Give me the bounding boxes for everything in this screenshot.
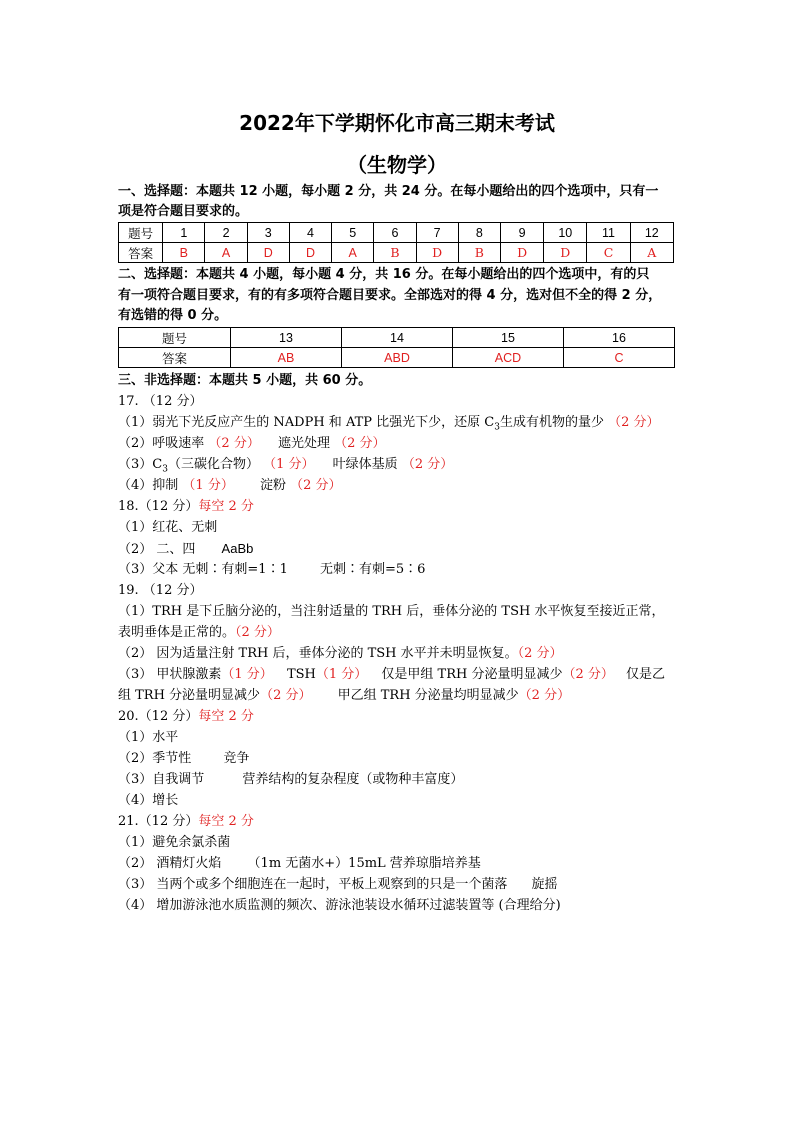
q19-line3-text: （3） 甲状腺激素 xyxy=(118,667,222,682)
answer-cell: D xyxy=(289,243,331,263)
answer-cell: D xyxy=(247,243,289,263)
q17-line4-b: 淀粉 xyxy=(259,478,286,493)
q19-line4 xyxy=(118,686,678,706)
score-note: 每空 2 分 xyxy=(198,499,254,514)
q19-line1b-text: 表明垂体是正常的。 xyxy=(118,625,236,640)
answer-cell: B xyxy=(163,243,205,263)
table-row xyxy=(119,223,674,243)
score-note: 每空 2 分 xyxy=(198,814,254,829)
question-number: 3 xyxy=(247,223,289,243)
q19-line3 xyxy=(118,665,678,685)
q19-line2-text: （2） 因为适量注射 TRH 后，垂体分泌的 TSH 水平并未明显恢复。 xyxy=(118,646,518,661)
answer-cell: ACD xyxy=(453,348,564,368)
score-label: （2 分） xyxy=(290,478,342,493)
page-title: 2022年下学期怀化市高三期末考试 xyxy=(239,111,555,135)
answer-cell: D xyxy=(416,243,458,263)
question-number: 8 xyxy=(458,223,500,243)
answer-cell: ABD xyxy=(342,348,453,368)
q21-line3-text: （3） 当两个或多个细胞连在一起时，平板上观察到的只是一个菌落 xyxy=(118,877,508,892)
score-label: （2 分） xyxy=(517,646,563,661)
q18-line3-b: 无刺∶有刺=5∶6 xyxy=(319,562,426,577)
q18-line1: （1）红花、无刺 xyxy=(118,520,218,535)
q17-line4 xyxy=(118,476,678,496)
score-label: （2 分） xyxy=(562,667,614,682)
answer-cell: AB xyxy=(231,348,342,368)
score-label: （2 分） xyxy=(401,457,454,472)
score-label: （1 分） xyxy=(182,478,234,493)
answer-cell: C xyxy=(587,243,630,263)
q21-line2-text: （2） 酒精灯火焰 xyxy=(118,856,222,871)
q19-heading: 19. （12 分） xyxy=(118,583,203,598)
score-label: （2 分） xyxy=(518,688,571,703)
subscript-3: 3 xyxy=(162,464,168,475)
q20-line2-text: （2）季节性 xyxy=(118,751,192,766)
q21-heading-text: 21.（12 分） xyxy=(118,814,199,829)
q18-heading xyxy=(118,497,678,517)
question-number: 7 xyxy=(416,223,458,243)
q20-line4: （4）增长 xyxy=(118,793,179,808)
q20-line3-text: （3）自我调节 xyxy=(118,772,205,787)
q21-heading xyxy=(118,812,678,832)
q21-line3 xyxy=(118,875,678,895)
section3-heading: 三、非选择题：本题共 5 小题，共 60 分。 xyxy=(118,373,372,388)
q17-line2-b: 遮光处理 xyxy=(277,436,330,451)
q20-line2-b: 竞争 xyxy=(223,751,250,766)
q19-line4-b: 甲乙组 TRH 分泌量均明显减少 xyxy=(337,688,519,703)
q18-line2 xyxy=(118,539,678,560)
question-number: 5 xyxy=(332,223,374,243)
answer-cell: A xyxy=(205,243,247,263)
score-note: 每空 2 分 xyxy=(198,709,254,724)
q19-line3-c: 仅是甲组 TRH 分泌量明显减少 xyxy=(381,667,563,682)
score-label: （1 分） xyxy=(263,457,315,472)
row-label-answer: 答案 xyxy=(119,243,163,263)
section1-heading-a: 一、选择题：本题共 12 小题，每小题 2 分，共 24 分。在每小题给出的四个选项中，只有一 xyxy=(118,184,659,199)
subscript-3: 3 xyxy=(494,422,500,433)
q18-line2-text: （2） 二、四 xyxy=(118,542,196,557)
question-number: 4 xyxy=(289,223,331,243)
q17-line2 xyxy=(118,434,678,454)
row-label-answer: 答案 xyxy=(119,348,231,368)
score-label: （2 分） xyxy=(208,436,260,451)
q17-line1-tail: 生成有机物的量少 xyxy=(499,415,604,430)
answer-cell: C xyxy=(564,348,675,368)
question-number: 14 xyxy=(342,328,453,348)
table-row xyxy=(119,243,674,263)
question-number: 2 xyxy=(205,223,247,243)
score-label: （2 分） xyxy=(235,625,280,640)
q21-line2-b: （1m 无菌水+）15mL 营养琼脂培养基 xyxy=(247,856,481,871)
q19-line3-b: TSH xyxy=(286,667,316,682)
q19-line1: （1）TRH 是下丘脑分泌的，当注射适量的 TRH 后，垂体分泌的 TSH 水平恢复至接近正常， xyxy=(118,604,665,619)
answer-cell: D xyxy=(544,243,587,263)
score-label: （2 分） xyxy=(260,688,312,703)
question-number: 12 xyxy=(630,223,673,243)
section2-heading-a: 二、选择题：本题共 4 小题，每小题 4 分，共 16 分。在每小题给出的四个选项中，有的只 xyxy=(118,267,650,282)
question-number: 9 xyxy=(500,223,543,243)
q18-heading-text: 18.（12 分） xyxy=(118,499,199,514)
answer-cell: B xyxy=(374,243,416,263)
q20-heading-text: 20.（12 分） xyxy=(118,709,199,724)
q20-heading xyxy=(118,707,678,727)
q21-line2 xyxy=(118,854,678,874)
score-label: （1 分） xyxy=(315,667,368,682)
q17-line4-text: （4）抑制 xyxy=(118,478,179,493)
question-number: 16 xyxy=(564,328,675,348)
question-number: 10 xyxy=(544,223,587,243)
q20-line2 xyxy=(118,749,678,769)
q18-line2-b: AaBb xyxy=(221,541,254,556)
q19-line1b xyxy=(118,623,678,643)
section1-heading-b: 项是符合题目要求的。 xyxy=(118,204,249,219)
q17-line3-c: 叶绿体基质 xyxy=(332,457,398,472)
q17-line3-b: （三碳化合物） xyxy=(167,457,259,472)
q19-line3-d: 仅是乙 xyxy=(626,667,666,682)
q20-line3 xyxy=(118,770,678,790)
q19-line4-text: 组 TRH 分泌量明显减少 xyxy=(118,688,261,703)
q17-line2-text: （2）呼吸速率 xyxy=(118,436,205,451)
section2-answer-table xyxy=(118,327,675,368)
question-number: 15 xyxy=(453,328,564,348)
q19-line2 xyxy=(118,644,678,664)
score-label: （2 分） xyxy=(608,415,660,430)
q17-line1-text: （1）弱光下光反应产生的 NADPH 和 ATP 比强光下少，还原 C xyxy=(118,415,495,430)
q21-line4: （4） 增加游泳池水质监测的频次、游泳池装设水循环过滤装置等 (合理给分) xyxy=(118,898,561,913)
answer-cell: B xyxy=(458,243,500,263)
section2-heading-b: 有一项符合题目要求，有的有多项符合题目要求。全部选对的得 4 分，选对但不全的得 2 分， xyxy=(118,288,662,303)
q17-line3-text: （3）C xyxy=(118,457,163,472)
score-label: （2 分） xyxy=(334,436,386,451)
q18-line3-text: （3）父本 无刺∶有刺=1∶1 xyxy=(118,562,288,577)
table-row xyxy=(119,348,675,368)
row-label-question: 题号 xyxy=(119,223,163,243)
q20-line1: （1）水平 xyxy=(118,730,179,745)
q21-line3-b: 旋摇 xyxy=(531,877,558,892)
question-number: 11 xyxy=(587,223,630,243)
answer-cell: D xyxy=(500,243,543,263)
answer-cell: A xyxy=(332,243,374,263)
q17-heading: 17. （12 分） xyxy=(118,394,203,409)
question-number: 6 xyxy=(374,223,416,243)
page-subtitle: （生物学） xyxy=(347,153,447,177)
question-number: 1 xyxy=(163,223,205,243)
section2-heading-c: 有选错的得 0 分。 xyxy=(118,308,228,323)
score-label: （1 分） xyxy=(221,667,273,682)
question-number: 13 xyxy=(231,328,342,348)
q20-line3-b: 营养结构的复杂程度（或物种丰富度） xyxy=(242,772,464,787)
q21-line1: （1）避免余氯杀菌 xyxy=(118,835,231,850)
answer-cell: A xyxy=(630,243,673,263)
q18-line3 xyxy=(118,560,678,580)
table-row xyxy=(119,328,675,348)
row-label-question: 题号 xyxy=(119,328,231,348)
section1-answer-table xyxy=(118,222,674,263)
